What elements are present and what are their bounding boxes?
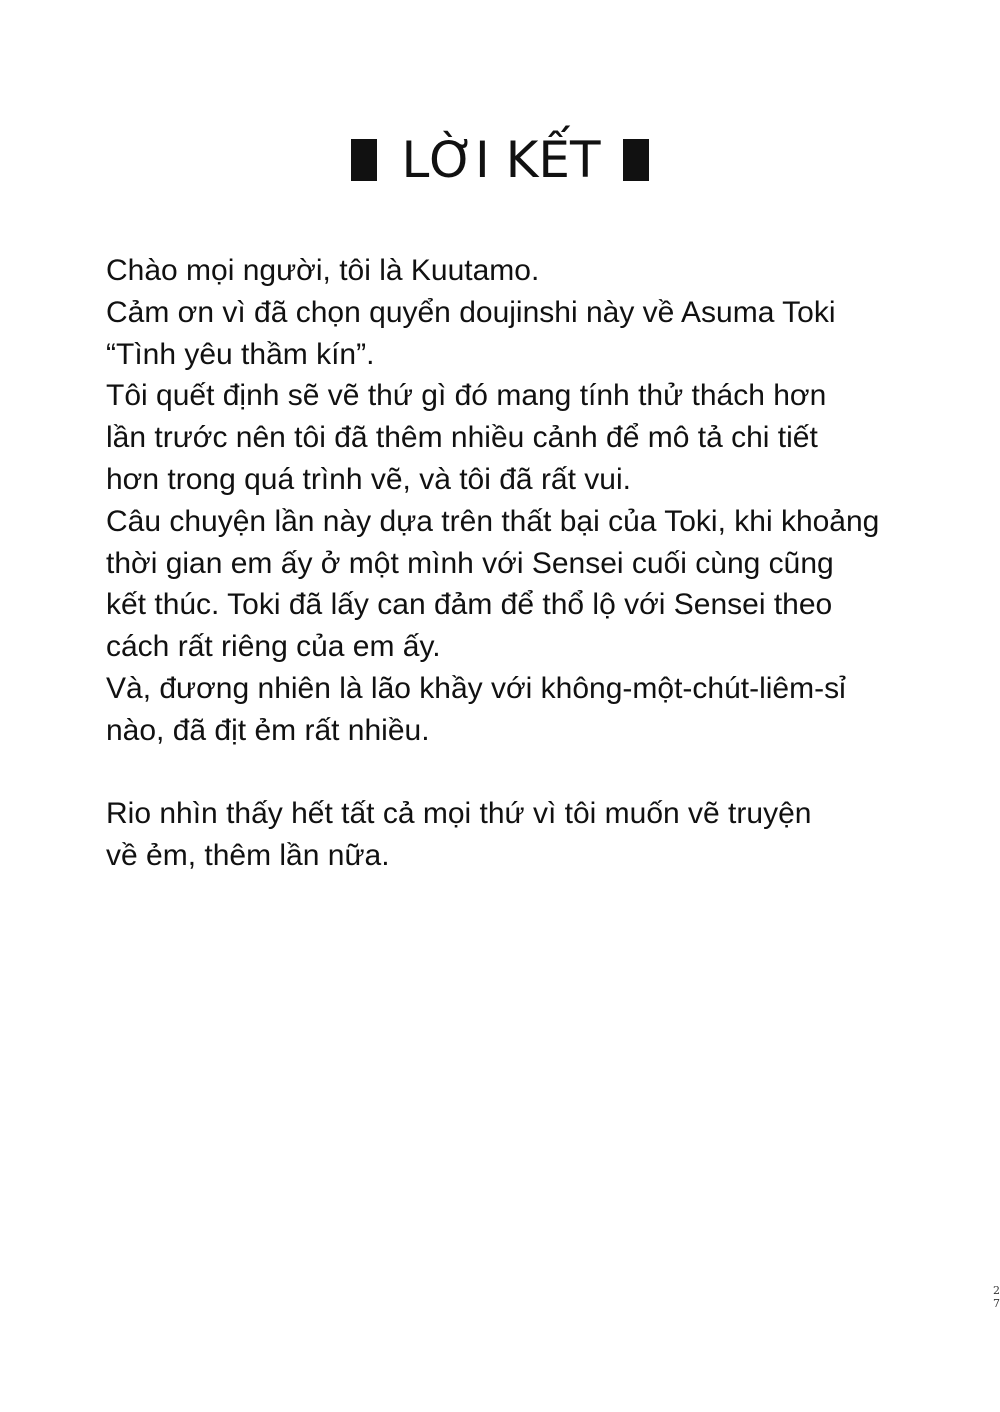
text-line: “Tình yêu thầm kín”.: [106, 337, 375, 371]
text-line: Câu chuyện lần này dựa trên thất bại của Toki, khi khoảng: [106, 504, 880, 538]
text-line: lần trước nên tôi đã thêm nhiều cảnh để mô tả chi tiết: [106, 421, 818, 455]
text-line: Cảm ơn vì đã chọn quyển doujinshi này về Asuma Toki: [106, 295, 836, 329]
text-line: về ẻm, thêm lần nữa.: [106, 839, 390, 873]
title-row: [0, 128, 1000, 192]
page-number: [993, 1284, 1000, 1310]
text-line: Và, đương nhiên là lão khầy với không-một-chút-liêm-sỉ: [106, 671, 846, 705]
text-line: Tôi quết định sẽ vẽ thứ gì đó mang tính thử thách hơn: [106, 379, 827, 413]
text-line: nào, đã địt ẻm rất nhiều.: [106, 713, 430, 747]
page-title: LỜI KẾT: [401, 131, 601, 189]
afterword-text: [106, 250, 936, 877]
text-line: kết thúc. Toki đã lấy can đảm để thổ lộ với Sensei theo: [106, 588, 833, 622]
text-line: cách rất riêng của em ấy.: [106, 630, 441, 664]
page-number-digit: 2: [993, 1284, 1000, 1297]
paragraph-gap: [106, 752, 936, 794]
text-line: thời gian em ấy ở một mình với Sensei cuối cùng cũng: [106, 546, 834, 580]
left-block-marker: [351, 139, 377, 181]
text-line: hơn trong quá trình vẽ, và tôi đã rất vui.: [106, 462, 631, 496]
text-line: Chào mọi người, tôi là Kuutamo.: [106, 254, 540, 287]
text-line: Rio nhìn thấy hết tất cả mọi thứ vì tôi muốn vẽ truyện: [106, 797, 812, 831]
right-block-marker: [623, 139, 649, 181]
page-number-digit: 7: [993, 1297, 1000, 1310]
